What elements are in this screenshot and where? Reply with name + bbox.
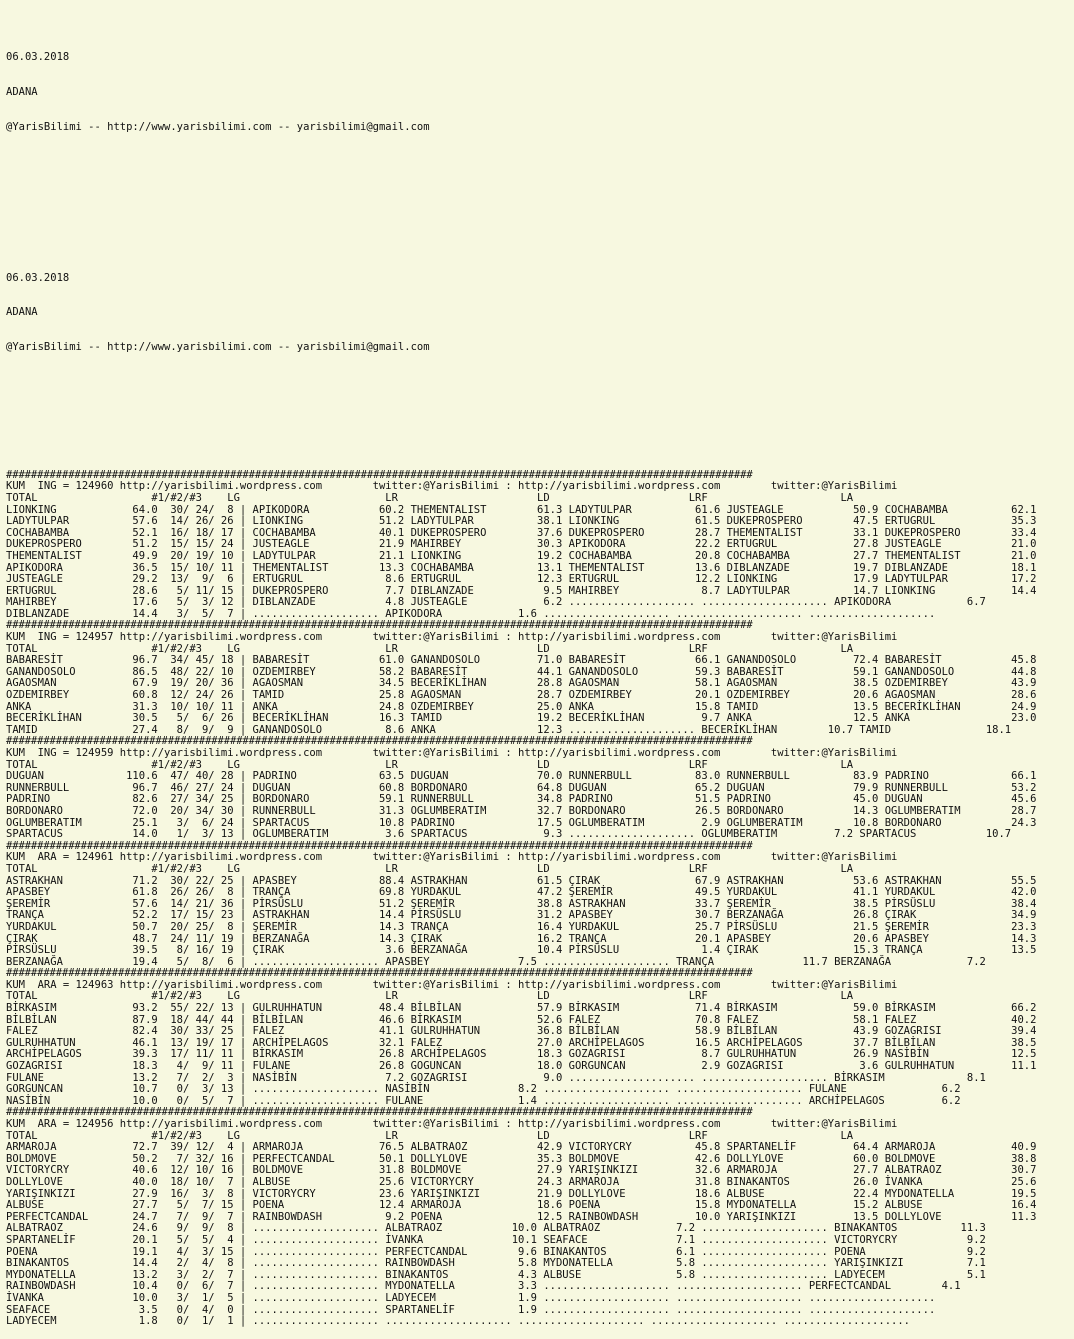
table-row: ASTRAKHAN 71.2 30/ 22/ 25 | APASBEY 88.4 ASTRAKHAN 61.5 ÇIRAK 67.9 ASTRAKHAN 53.6 ASTRAKHAN 55.5: [6, 874, 1037, 887]
table-row: GANANDOSOLO 86.5 48/ 22/ 10 | OZDEMIRBEY 58.2 BABARESİT 44.1 GANANDOSOLO 59.3 BABARESİT 59.1 GANANDOSOLO 44.8: [6, 665, 1037, 678]
header-block-top: [6, 29, 1070, 157]
race-blocks: [6, 470, 1070, 1328]
race-block: [6, 968, 1070, 1107]
section-rule: ########################################################################################################################: [6, 967, 753, 980]
table-row: ARMAROJA 72.7 39/ 12/ 4 | ARMAROJA 76.5 ALBATRAOZ 42.9 VICTORYCRY 45.8 SPARTANELİF 64.4 ARMAROJA 40.9: [6, 1141, 1037, 1154]
table-row: BİLBİLAN 87.9 18/ 44/ 44 | BİLBİLAN 46.6 BİRKASIM 52.6 FALEZ 70.8 FALEZ 58.1 FALEZ 40.2: [6, 1013, 1037, 1026]
section-rule: ########################################################################################################################: [6, 619, 753, 632]
table-row: BORDONARO 72.0 20/ 34/ 30 | RUNNERBULL 31.3 OGLUMBERATIM 32.7 BORDONARO 26.5 BORDONARO 14.3 OGLUMBERATIM 28.7: [6, 804, 1037, 817]
table-row: DUKEPROSPERO 51.2 15/ 15/ 24 | JUSTEAGLE 21.9 MAHIRBEY 30.3 APIKODORA 22.2 ERTUGRUL 27.8 JUSTEAGLE 21.0: [6, 538, 1037, 551]
spacer-4: [6, 435, 1070, 447]
column-header-row: TOTAL #1/#2/#3 LG LR LD LRF LA: [6, 1129, 854, 1142]
table-row: MYDONATELLA 13.2 3/ 2/ 7 | .................... BINAKANTOS 4.3 ALBUSE 5.8 .................... LADYECEM 5.1: [6, 1268, 986, 1281]
table-row: JUSTEAGLE 29.2 13/ 9/ 6 | ERTUGRUL 8.6 ERTUGRUL 12.3 ERTUGRUL 12.2 LIONKING 17.9 LADYTULPAR 17.2: [6, 573, 1037, 586]
table-row: LADYECEM 1.8 0/ 1/ 1 | .................... .................... .................... .................... ....................: [6, 1315, 942, 1328]
table-row: SPARTANELİF 20.1 5/ 5/ 4 | .................... İVANKA 10.1 SEAFACE 7.1 .................... VICTORYCRY 9.2: [6, 1233, 986, 1246]
table-row: VICTORYCRY 40.6 12/ 10/ 16 | BOLDMOVE 31.8 BOLDMOVE 27.9 YARIŞINKIZI 32.6 ARMAROJA 27.7 ALBATRAOZ 30.7: [6, 1164, 1037, 1177]
table-row: TRANÇA 52.2 17/ 15/ 23 | ASTRAKHAN 14.4 PİRSÜSLU 31.2 APASBEY 30.7 BERZANAĞA 26.8 ÇIRAK 34.9: [6, 909, 1037, 922]
table-row: ALBATRAOZ 24.6 9/ 9/ 8 | .................... ALBATRAOZ 10.0 ALBATRAOZ 7.2 .................... BINAKANTOS 11.3: [6, 1222, 986, 1235]
table-row: OGLUMBERATIM 25.1 3/ 6/ 24 | SPARTACUS 10.8 PADRINO 17.5 OGLUMBERATIM 2.9 OGLUMBERATIM 10.8 BORDONARO 24.3: [6, 816, 1037, 829]
race-block: [6, 841, 1070, 969]
table-row: BECERİKLİHAN 30.5 5/ 6/ 26 | BECERİKLİHAN 16.3 TAMID 19.2 BECERİKLİHAN 9.7 ANKA 12.5 ANKA 23.0: [6, 712, 1037, 725]
column-header-row: TOTAL #1/#2/#3 LG LR LD LRF LA: [6, 491, 854, 504]
race-block: [6, 736, 1070, 840]
table-row: PİRSÜSLU 39.5 8/ 16/ 19 | ÇIRAK 3.6 BERZANAĞA 10.4 PİRSÜSLU 1.4 ÇIRAK 15.3 TRANÇA 13.5: [6, 944, 1037, 957]
table-row: BİRKASIM 93.2 55/ 22/ 13 | GULRUHHATUN 48.4 BİLBİLAN 57.9 BİRKASIM 71.4 BİRKASIM 59.0 BİRKASIM 66.2: [6, 1002, 1037, 1015]
header-city-repeat: ADANA: [6, 306, 38, 319]
race-block: [6, 1107, 1070, 1327]
table-row: DIBLANZADE 14.4 3/ 5/ 7 | .................... APIKODORA 1.6 .................... .................... ....................: [6, 607, 967, 620]
table-row: COCHABAMBA 52.1 16/ 18/ 17 | COCHABAMBA 40.1 DUKEPROSPERO 37.6 DUKEPROSPERO 28.7 THEMENTALIST 33.1 DUKEPROSPERO 33.4: [6, 526, 1037, 539]
table-row: SPARTACUS 14.0 1/ 3/ 13 | OGLUMBERATIM 3.6 SPARTACUS 9.3 .................... OGLUMBERATIM 7.2 SPARTACUS 10.7: [6, 828, 1012, 841]
column-header-row: TOTAL #1/#2/#3 LG LR LD LRF LA: [6, 862, 854, 875]
table-row: ALBUSE 27.7 5/ 7/ 15 | POENA 12.4 ARMAROJA 18.6 POENA 15.8 MYDONATELLA 15.2 ALBUSE 16.4: [6, 1199, 1037, 1212]
race-block: [6, 620, 1070, 736]
section-rule: ########################################################################################################################: [6, 468, 753, 481]
table-row: İVANKA 10.0 3/ 1/ 5 | .................... LADYECEM 1.9 .................... .................... ....................: [6, 1291, 967, 1304]
table-row: GOZAGRISI 18.3 4/ 9/ 11 | FULANE 26.8 GOGUNCAN 18.0 GORGUNCAN 2.9 GOZAGRISI 3.6 GULRUHHATUN 11.1: [6, 1060, 1037, 1073]
table-row: ÇIRAK 48.7 24/ 11/ 19 | BERZANAĞA 14.3 ÇIRAK 16.2 TRANÇA 20.1 APASBEY 20.6 APASBEY 14.3: [6, 932, 1037, 945]
race-title: KUM ARA = 124961 http://yarisbilimi.wordpress.com twitter:@YarisBilimi : http://yarisbilimi.wordpress.com twitter:@YarisBilimi: [6, 851, 898, 864]
table-row: THEMENTALIST 49.9 20/ 19/ 10 | LADYTULPAR 21.1 LIONKING 19.2 COCHABAMBA 20.8 COCHABAMBA 27.7 THEMENTALIST 21.0: [6, 549, 1037, 562]
table-row: NASİBİN 10.0 0/ 5/ 7 | .................... FULANE 1.4 .................... .................... ARCHİPELAGOS 6.2: [6, 1094, 961, 1107]
table-row: BOLDMOVE 50.2 7/ 32/ 16 | PERFECTCANDAL 50.1 DOLLYLOVE 35.3 BOLDMOVE 42.6 DOLLYLOVE 60.0 BOLDMOVE 38.8: [6, 1152, 1037, 1165]
header-block-repeat: [6, 249, 1070, 377]
column-header-row: TOTAL #1/#2/#3 LG LR LD LRF LA: [6, 758, 854, 771]
header-date-repeat: 06.03.2018: [6, 271, 70, 284]
table-row: YARIŞINKIZI 27.9 16/ 3/ 8 | VICTORYCRY 23.6 YARIŞINKIZI 21.9 DOLLYLOVE 18.6 ALBUSE 22.4 MYDONATELLA 19.5: [6, 1187, 1037, 1200]
table-row: BINAKANTOS 14.4 2/ 4/ 8 | .................... RAINBOWDASH 5.8 MYDONATELLA 5.8 .................... YARIŞINKIZI 7.1: [6, 1257, 986, 1270]
table-row: DOLLYLOVE 40.0 18/ 10/ 7 | ALBUSE 25.6 VICTORYCRY 24.3 ARMAROJA 31.8 BINAKANTOS 26.0 İVANKA 25.6: [6, 1175, 1037, 1188]
header-city: ADANA: [6, 86, 38, 99]
race-block: [6, 470, 1070, 621]
column-header-row: TOTAL #1/#2/#3 LG LR LD LRF LA: [6, 642, 854, 655]
table-row: APIKODORA 36.5 15/ 10/ 11 | THEMENTALIST 13.3 COCHABAMBA 13.1 THEMENTALIST 13.6 DIBLANZADE 19.7 DIBLANZADE 18.1: [6, 561, 1037, 574]
race-title: KUM ARA = 124963 http://yarisbilimi.wordpress.com twitter:@YarisBilimi : http://yarisbilimi.wordpress.com twitter:@YarisBilimi: [6, 978, 898, 991]
table-row: ERTUGRUL 28.6 5/ 11/ 15 | DUKEPROSPERO 7.7 DIBLANZADE 9.5 MAHIRBEY 8.7 LADYTULPAR 14.7 LIONKING 14.4: [6, 584, 1037, 597]
table-row: BABARESİT 96.7 34/ 45/ 18 | BABARESİT 61.0 GANANDOSOLO 71.0 BABARESİT 66.1 GANANDOSOLO 72.4 BABARESİT 45.8: [6, 654, 1037, 667]
table-row: FULANE 13.2 7/ 2/ 3 | NASİBİN 7.2 GOZAGRISI 9.0 .................... .................... BİRKASIM 8.1: [6, 1071, 986, 1084]
spacer-2: [6, 215, 1070, 227]
header-contact: @YarisBilimi -- http://www.yarisbilimi.com -- yarisbilimi@gmail.com: [6, 120, 430, 133]
spacer-1: [6, 180, 1070, 192]
race-title: KUM ING = 124959 http://yarisbilimi.wordpress.com twitter:@YarisBilimi : http://yarisbilimi.wordpress.com twitter:@YarisBilimi: [6, 747, 898, 759]
table-row: PADRINO 82.6 27/ 34/ 25 | BORDONARO 59.1 RUNNERBULL 34.8 PADRINO 51.5 PADRINO 45.0 DUGUAN 45.6: [6, 793, 1037, 806]
column-header-row: TOTAL #1/#2/#3 LG LR LD LRF LA: [6, 990, 854, 1003]
table-row: RUNNERBULL 96.7 46/ 27/ 24 | DUGUAN 60.8 BORDONARO 64.8 DUGUAN 65.2 DUGUAN 79.9 RUNNERBULL 53.2: [6, 781, 1037, 794]
table-row: SEAFACE 3.5 0/ 4/ 0 | .................... SPARTANELİF 1.9 .................... .................... ....................: [6, 1303, 967, 1316]
table-row: YURDAKUL 50.7 20/ 25/ 8 | ŞEREMİR 14.3 TRANÇA 16.4 YURDAKUL 25.7 PİRSÜSLU 21.5 ŞEREMİR 23.3: [6, 920, 1037, 933]
table-row: ARCHİPELAGOS 39.3 17/ 11/ 11 | BİRKASIM 26.8 ARCHİPELAGOS 18.3 GOZAGRISI 8.7 GULRUHHATUN 26.9 NASİBİN 12.5: [6, 1048, 1037, 1061]
table-row: PERFECTCANDAL 24.7 7/ 9/ 7 | RAINBOWDASH 9.2 POENA 12.5 RAINBOWDASH 10.0 YARIŞINKIZI 13.5 DOLLYLOVE 11.3: [6, 1210, 1037, 1223]
section-rule: ########################################################################################################################: [6, 839, 753, 852]
race-title: KUM ARA = 124956 http://yarisbilimi.wordpress.com twitter:@YarisBilimi : http://yarisbilimi.wordpress.com twitter:@YarisBilimi: [6, 1118, 898, 1130]
table-row: AGAOSMAN 67.9 19/ 20/ 36 | AGAOSMAN 34.5 BECERİKLİHAN 28.8 AGAOSMAN 58.1 AGAOSMAN 38.5 OZDEMIRBEY 43.9: [6, 677, 1037, 690]
header-contact-repeat: @YarisBilimi -- http://www.yarisbilimi.com -- yarisbilimi@gmail.com: [6, 341, 430, 354]
spacer-3: [6, 400, 1070, 412]
table-row: BERZANAĞA 19.4 5/ 8/ 6 | .................... APASBEY 7.5 .................... TRANÇA 11.7 BERZANAĞA 7.2: [6, 955, 986, 968]
table-row: ŞEREMİR 57.6 14/ 21/ 36 | PİRSÜSLU 51.2 ŞEREMİR 38.8 ASTRAKHAN 33.7 ŞEREMİR 38.5 PİRSÜSLU 38.4: [6, 897, 1037, 910]
table-row: FALEZ 82.4 30/ 33/ 25 | FALEZ 41.1 GULRUHHATUN 36.8 BİLBİLAN 58.9 BİLBİLAN 43.9 GOZAGRISI 39.4: [6, 1025, 1037, 1038]
table-row: RAINBOWDASH 10.4 0/ 6/ 7 | .................... MYDONATELLA 3.3 .................... .................... PERFECTCANDAL 4.1: [6, 1280, 961, 1293]
table-row: ANKA 31.3 10/ 10/ 11 | ANKA 24.8 OZDEMIRBEY 25.0 ANKA 15.8 TAMID 13.5 BECERİKLİHAN 24.9: [6, 700, 1037, 713]
table-row: OZDEMIRBEY 60.8 12/ 24/ 26 | TAMID 25.8 AGAOSMAN 28.7 OZDEMIRBEY 20.1 OZDEMIRBEY 20.6 AGAOSMAN 28.6: [6, 689, 1037, 702]
table-row: GORGUNCAN 10.7 0/ 3/ 13 | .................... NASİBİN 8.2 .................... .................... FULANE 6.2: [6, 1083, 961, 1096]
table-row: LADYTULPAR 57.6 14/ 26/ 26 | LIONKING 51.2 LADYTULPAR 38.1 LIONKING 61.5 DUKEPROSPERO 47.5 ERTUGRUL 35.3: [6, 515, 1037, 528]
race-title: KUM ING = 124957 http://yarisbilimi.wordpress.com twitter:@YarisBilimi : http://yarisbilimi.wordpress.com twitter:@YarisBilimi: [6, 631, 898, 644]
table-row: POENA 19.1 4/ 3/ 15 | .................... PERFECTCANDAL 9.6 BINAKANTOS 6.1 .................... POENA 9.2: [6, 1245, 986, 1258]
table-row: DUGUAN 110.6 47/ 40/ 28 | PADRINO 63.5 DUGUAN 70.0 RUNNERBULL 83.0 RUNNERBULL 83.9 PADRINO 66.1: [6, 770, 1037, 783]
table-row: LIONKING 64.0 30/ 24/ 8 | APIKODORA 60.2 THEMENTALIST 61.3 LADYTULPAR 61.6 JUSTEAGLE 50.9 COCHABAMBA 62.1: [6, 503, 1037, 516]
header-date: 06.03.2018: [6, 51, 70, 64]
race-title: KUM ING = 124960 http://yarisbilimi.wordpress.com twitter:@YarisBilimi : http://yarisbilimi.wordpress.com twitter:@YarisBilimi: [6, 480, 898, 493]
table-row: TAMID 27.4 8/ 9/ 9 | GANANDOSOLO 8.6 ANKA 12.3 .................... BECERİKLİHAN 10.7 TAMID 18.1: [6, 723, 1012, 736]
table-row: APASBEY 61.8 26/ 26/ 8 | TRANÇA 69.8 YURDAKUL 47.2 ŞEREMİR 49.5 YURDAKUL 41.1 YURDAKUL 42.0: [6, 886, 1037, 899]
section-rule: ########################################################################################################################: [6, 735, 753, 748]
table-row: MAHIRBEY 17.6 5/ 3/ 12 | DIBLANZADE 4.8 JUSTEAGLE 6.2 .................... .................... APIKODORA 6.7: [6, 596, 986, 609]
section-rule: ########################################################################################################################: [6, 1106, 753, 1119]
table-row: GULRUHHATUN 46.1 13/ 19/ 17 | ARCHİPELAGOS 32.1 FALEZ 27.0 ARCHİPELAGOS 16.5 ARCHİPELAGOS 37.7 BİLBİLAN 38.5: [6, 1036, 1037, 1049]
